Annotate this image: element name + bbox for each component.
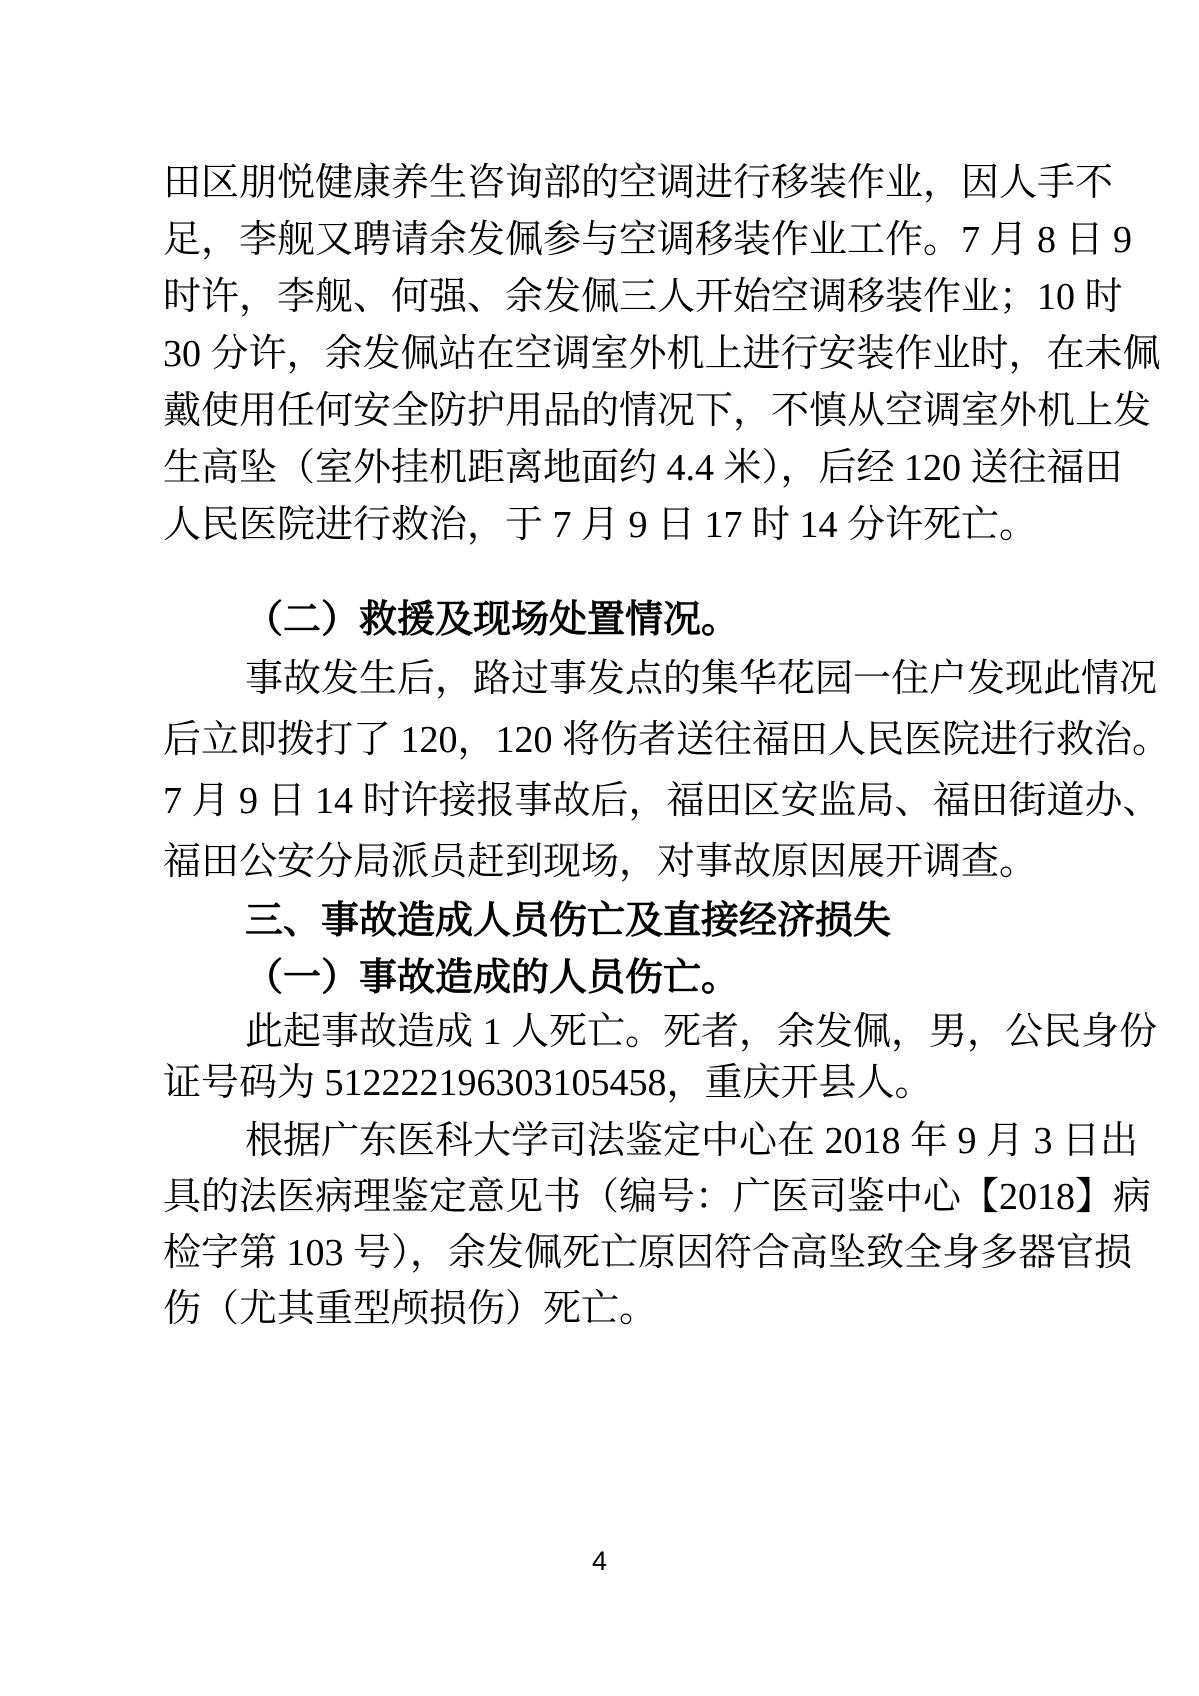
paragraph <box>163 649 1171 893</box>
text-line: 伤（尤其重型颅损伤）死亡。 <box>163 1288 658 1330</box>
text-line: 检字第 103 号），余发佩死亡原因符合高坠致全身多器官损 <box>163 1232 1133 1274</box>
page-number: 4 <box>591 1546 608 1576</box>
text-line: 足，李舰又聘请余发佩参与空调移装作业工作。7 月 8 日 9 <box>163 219 1133 261</box>
text-line: 具的法医病理鉴定意见书（编号：广医司鉴中心【2018】病 <box>163 1176 1152 1218</box>
text-line: 田区朋悦健康养生咨询部的空调进行移装作业，因人手不 <box>163 162 1114 204</box>
text-line: 戴使用任何安全防护用品的情况下，不慎从空调室外机上发 <box>163 390 1152 432</box>
section-heading-level-2: （一）事故造成的人员伤亡。 <box>245 957 740 999</box>
section-heading-level-1: 三、事故造成人员伤亡及直接经济损失 <box>245 900 892 942</box>
text-line: 根据广东医科大学司法鉴定中心在 2018 年 9 月 3 日出 <box>245 1120 1139 1162</box>
text-line: 福田公安分局派员赶到现场，对事故原因展开调查。 <box>163 841 1038 883</box>
text-line: 30 分许，余发佩站在空调室外机上进行安装作业时，在未佩 <box>163 333 1161 375</box>
text-line: 事故发生后，路过事发点的集华花园一住户发现此情况 <box>245 658 1158 700</box>
document-body <box>163 155 1171 1337</box>
text-line: 证号码为 512222196303105458，重庆开县人。 <box>163 1062 933 1104</box>
text-line: 后立即拨打了 120，120 将伤者送往福田人民医院进行救治。 <box>163 719 1171 761</box>
text-line: 时许，李舰、何强、余发佩三人开始空调移装作业；10 时 <box>163 276 1123 318</box>
text-line: 生高坠（室外挂机距离地面约 4.4 米），后经 120 送往福田 <box>163 447 1123 489</box>
paragraph <box>163 1113 1152 1337</box>
section-heading-level-2: （二）救援及现场处置情况。 <box>245 599 740 641</box>
text-line: 7 月 9 日 14 时许接报事故后，福田区安监局、福田街道办、 <box>163 780 1161 822</box>
paragraph <box>163 1007 1158 1109</box>
text-line: 此起事故造成 1 人死亡。死者，余发佩，男，公民身份 <box>245 1011 1158 1053</box>
paragraph-continuation <box>163 155 1161 554</box>
text-line: 人民医院进行救治，于 7 月 9 日 17 时 14 分许死亡。 <box>163 504 1038 546</box>
